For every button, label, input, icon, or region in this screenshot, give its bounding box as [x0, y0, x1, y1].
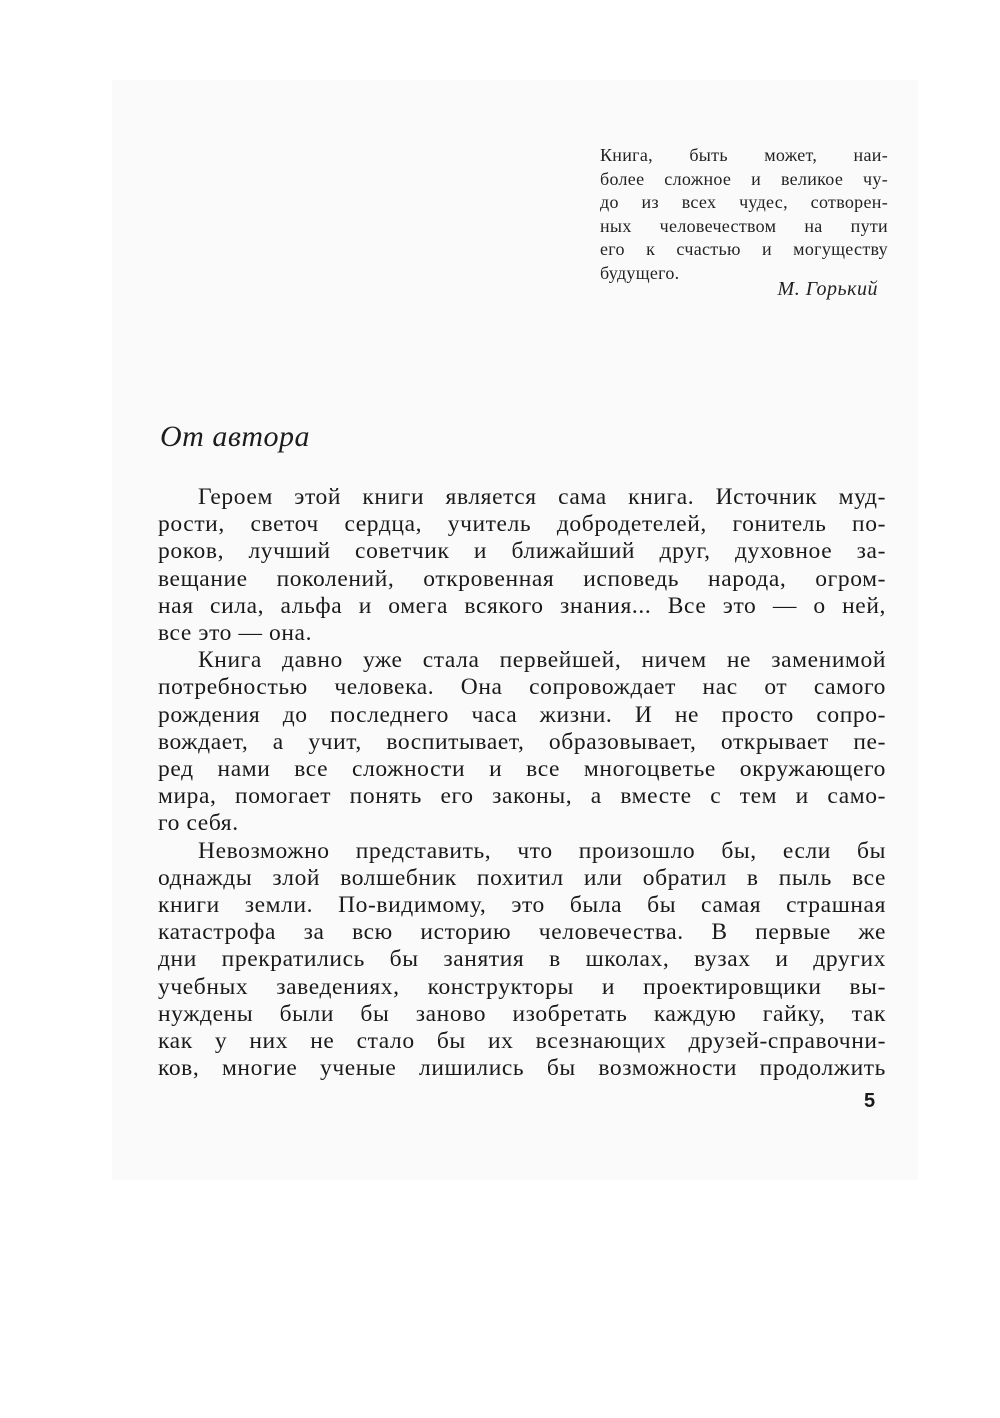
body-line: Героем этой книги является сама книга. Источник муд- — [198, 484, 886, 510]
epigraph-line: его к счастью и могуществу — [600, 239, 888, 260]
page-number: 5 — [864, 1090, 876, 1112]
body-line: вождает, а учит, воспитывает, образовывает, открывает пе- — [158, 728, 886, 755]
body-line: рождения до последнего часа жизни. И не просто сопро- — [158, 701, 886, 728]
body-line: ная сила, альфа и омега всякого знания... Все это — о ней, — [158, 592, 886, 619]
body-line: катастрофа за всю историю человечества. В первые же — [158, 919, 886, 946]
body-line: однажды злой волшебник похитил или обратил в пыль все — [158, 864, 886, 891]
body-line: ред нами все сложности и все многоцветье окружающего — [158, 756, 886, 783]
body-line: рости, светоч сердца, учитель добродетелей, гонитель по- — [158, 511, 886, 538]
epigraph — [600, 144, 888, 286]
body-line: учебных заведениях, конструкторы и проектировщики вы- — [158, 973, 886, 1000]
epigraph-line: до из всех чудес, сотворен- — [600, 192, 888, 213]
body-line: го себя. — [158, 810, 239, 837]
body-line: книги земли. По-видимому, это была бы самая страшная — [158, 892, 886, 919]
section-title: От автора — [160, 420, 311, 453]
epigraph-line: более сложное и великое чу- — [600, 168, 888, 189]
body-line: ков, многие ученые лишились бы возможности продолжить — [158, 1055, 886, 1082]
body-line: вещание поколений, откровенная исповедь народа, огром- — [158, 565, 886, 592]
body-line: как у них не стало бы их всезнающих друзей-справочни- — [158, 1028, 886, 1055]
body-line: роков, лучший советчик и ближайший друг, духовное за- — [158, 538, 886, 565]
epigraph-author: М. Горький — [777, 278, 878, 300]
epigraph-line: будущего. — [600, 262, 680, 283]
body-line: дни прекратились бы занятия в школах, вузах и других — [158, 946, 886, 973]
body-line: потребностью человека. Она сопровождает нас от самого — [158, 674, 886, 701]
body-line: нуждены были бы заново изобретать каждую гайку, так — [158, 1000, 886, 1027]
epigraph-line: ных человечеством на пути — [600, 215, 888, 236]
epigraph-line: Книга, быть может, наи- — [600, 145, 888, 165]
body-line: мира, помогает понять его законы, а вместе с тем и само- — [158, 783, 886, 810]
body-text — [158, 484, 886, 1082]
body-line: все это — она. — [158, 620, 313, 647]
body-line: Книга давно уже стала первейшей, ничем не заменимой — [198, 647, 886, 674]
body-line: Невозможно представить, что произошло бы, если бы — [198, 837, 886, 864]
